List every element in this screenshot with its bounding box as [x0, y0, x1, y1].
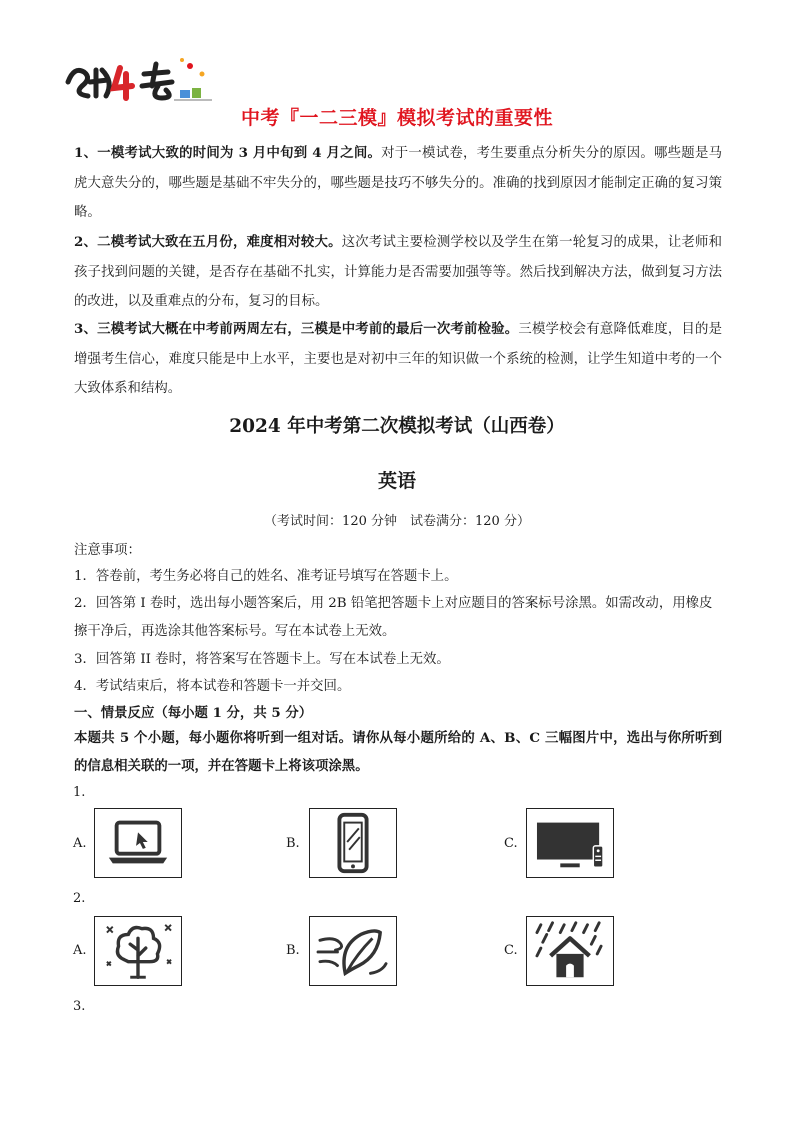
- exam-subject: 英语: [377, 470, 416, 492]
- note-item-2: 2．回答第 I 卷时，选出每小题答案后，用 2B 铅笔把答题卡上对应题目的答案标号涂黑。如需改动，用橡皮擦干净后，再选涂其他答案标号。写在本试卷上无效。: [74, 596, 713, 639]
- promo-title: 中考『一二三模』模拟考试的重要性: [240, 107, 553, 129]
- exam-timing: （考试时间：120 分钟 试卷满分：120 分）: [264, 514, 530, 529]
- option-label: B.: [286, 836, 300, 851]
- option-label: C.: [504, 943, 518, 958]
- promo-item-lead: 1、一模考试大致的时间为 3 月中旬到 4 月之间。: [74, 145, 382, 161]
- question-number: 1.: [73, 785, 86, 800]
- promo-item-body: 对于一模试卷，考生要重点分析失分的原因。哪些题是马虎大意失分的，哪些题是基础不牢失分的，哪些题是技巧不够失分的。准确的找到原因才能制定正确的复习策略。: [74, 146, 722, 220]
- note-item-4: 4．考试结束后，将本试卷和答题卡一并交回。: [74, 679, 351, 694]
- question-number: 2.: [73, 891, 86, 906]
- brand-logo: [62, 52, 222, 108]
- promo-item-1: [74, 139, 722, 228]
- section-description: 本题共 5 个小题，每小题你将听到一组对话。请你从每小题所给的 A、B、C 三幅图片中，选出与你所听到的信息相关联的一项，并在答题卡上将该项涂黑。: [74, 730, 722, 774]
- exam-title: 2024 年中考第二次模拟考试（山西卷）: [229, 416, 565, 437]
- promo-item-body: 三模学校会有意降低难度，目的是增强考生信心，难度只能是中上水平，主要也是对初中三年的知识做一个系统的检测，让学生知道中考的一个大致体系和结构。: [74, 322, 722, 396]
- television-icon[interactable]: [526, 808, 614, 878]
- windy-leaf-icon[interactable]: [309, 916, 397, 986]
- promo-item-2: [74, 228, 722, 317]
- option-label: A.: [73, 943, 87, 958]
- promo-item-lead: 2、二模考试大致在五月份，难度相对较大。: [74, 234, 342, 250]
- notes-heading: 注意事项：: [74, 543, 141, 558]
- section-heading: 一、情景反应（每小题 1 分，共 5 分）: [74, 705, 313, 721]
- smartphone-icon[interactable]: [309, 808, 397, 878]
- rain-house-icon[interactable]: [526, 916, 614, 986]
- promo-item-body: 这次考试主要检测学校以及学生在第一轮复习的成果，让老师和孩子找到问题的关键，是否存在基础不扎实，计算能力是否需要加强等等。然后找到解决方法，做到复习方法的改进，以及重难点的分布，复习的目标。: [74, 235, 722, 309]
- option-label: A.: [73, 836, 87, 851]
- option-label: B.: [286, 943, 300, 958]
- promo-item-3: [74, 315, 722, 404]
- laptop-icon[interactable]: [94, 808, 182, 878]
- promo-item-lead: 3、三模考试大概在中考前两周左右，三模是中考前的最后一次考前检验。: [74, 321, 519, 337]
- snowy-tree-icon[interactable]: [94, 916, 182, 986]
- note-item-3: 3．回答第 II 卷时，将答案写在答题卡上。写在本试卷上无效。: [74, 652, 450, 667]
- note-item-1: 1．答卷前，考生务必将自己的姓名、准考证号填写在答题卡上。: [74, 569, 458, 584]
- option-label: C.: [504, 836, 518, 851]
- question-number: 3.: [73, 999, 86, 1014]
